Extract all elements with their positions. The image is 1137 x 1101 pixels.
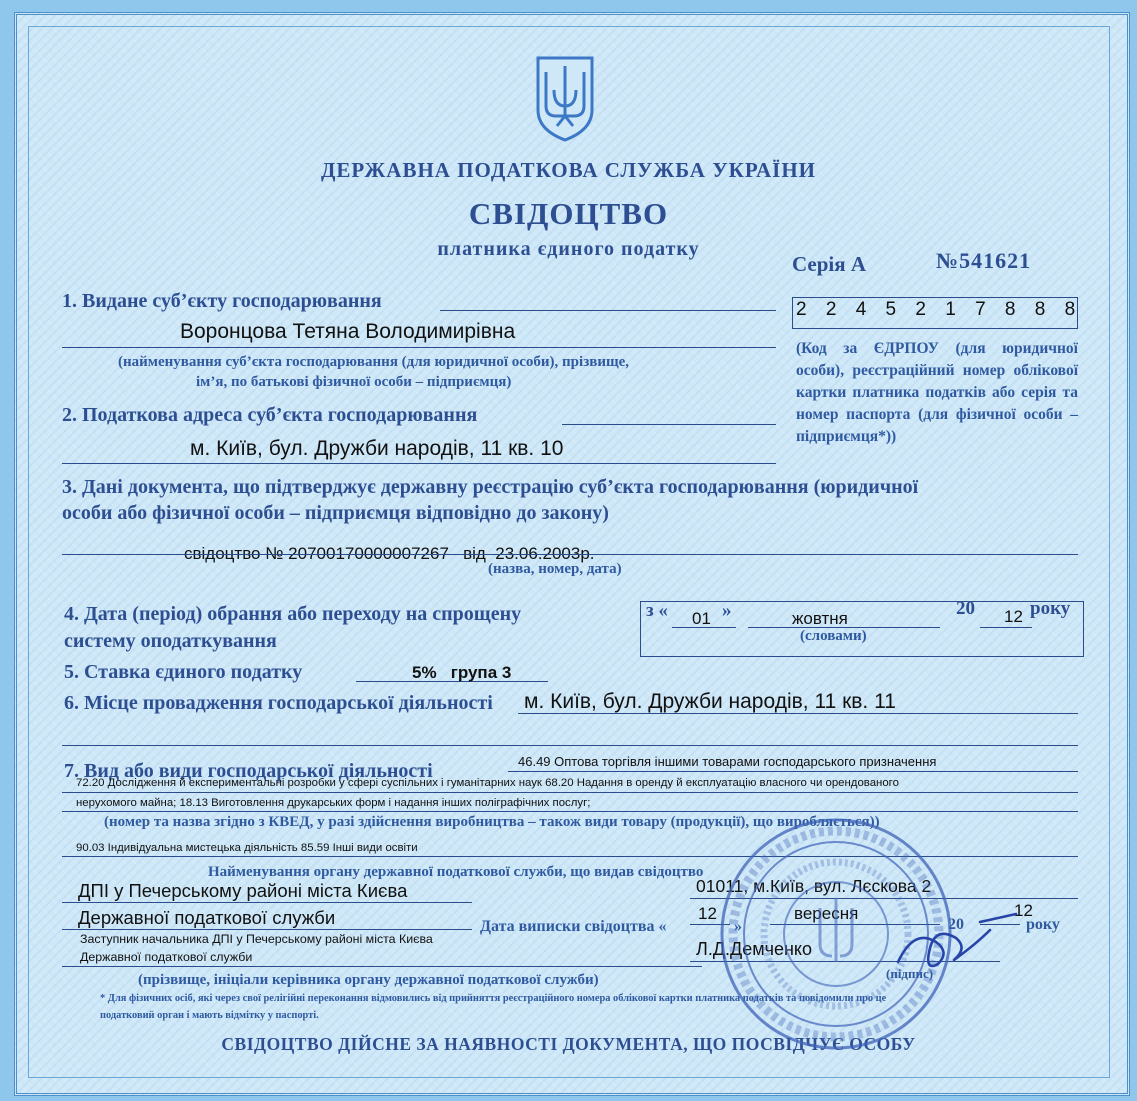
signer-name: Л.Д.Демченко <box>696 939 812 959</box>
period-year: 12 <box>1004 607 1023 626</box>
activity-line4: 90.03 Індивідуальна мистецька діяльність 85.59 Інші види освіти <box>76 842 418 854</box>
series-label: Серія А <box>792 252 867 276</box>
signature-hint: (підпис) <box>886 966 934 981</box>
authority-name-line2: Державної податкової служби <box>78 907 336 928</box>
field7-label: 7. Вид або види господарської діяльності <box>64 760 433 782</box>
footnote-line2: податковий орган і мають відмітку у паспорті. <box>100 1010 319 1021</box>
certificate-number: №541621 <box>936 248 1032 273</box>
field3-value: свідоцтво № 20700170000007267 від 23.06.2003р. <box>184 544 595 563</box>
signer-hint: (прізвище, ініціали керівника органу державної податкової служби) <box>138 972 599 988</box>
field5-label: 5. Ставка єдиного податку <box>64 661 303 683</box>
period-year-suffix: року <box>1030 598 1071 619</box>
validity-notice: СВІДОЦТВО ДІЙСНЕ ЗА НАЯВНОСТІ ДОКУМЕНТА, ЩО ПОСВІДЧУЄ ОСОБУ <box>221 1034 916 1054</box>
activity-line2: 72.20 Дослідження й експериментальні розробки у сфері суспільних і гуманітарних наук 68.20 Надання в оренду й експлуатацію власного чи орендованого <box>76 777 899 789</box>
issue-close-quote: » <box>734 918 742 935</box>
activity-line1: 46.49 Оптова торгівля іншими товарами господарського призначення <box>518 754 937 769</box>
field4-label-line1: 4. Дата (період) обрання або переходу на спрощену <box>64 603 522 625</box>
period-day: 01 <box>692 609 711 628</box>
signature-icon <box>884 908 1024 978</box>
issue-day: 12 <box>698 904 717 923</box>
field3-hint: (назва, номер, дата) <box>488 561 622 577</box>
field3-label-line2: особи або фізичної особи – підприємця відповідно до закону) <box>62 502 609 524</box>
field1-label: 1. Видане суб’єкту господарювання <box>62 290 382 312</box>
field1-hint-line1: (найменування суб’єкта господарювання (для юридичної особи), прізвище, <box>118 354 630 370</box>
issue-month: вересня <box>794 904 859 923</box>
field1-hint-line2: ім’я, по батькові фізичної особи – підприємця) <box>196 374 512 390</box>
field4-label-line2: систему оподаткування <box>64 630 277 652</box>
footnote-line1: * Для фізичних осіб, які через свої релігійні переконання відмовились від прийняття реєстраційного номера облікової картки платника податків та повідомили про це <box>100 993 887 1004</box>
issue-date-label: Дата виписки свідоцтва « <box>480 918 667 935</box>
edrpou-code: 2 2 4 5 2 1 7 8 8 8 <box>796 299 1083 320</box>
issue-year-prefix: 20 <box>948 916 964 933</box>
certificate-subtitle: платника єдиного податку <box>437 238 700 260</box>
activity-line3: нерухомого майна; 18.13 Виготовлення друкарських форм і надання інших поліграфічних послуг; <box>76 797 591 809</box>
signer-title-line2: Державної податкової служби <box>80 950 253 964</box>
issue-year: 12 <box>1014 901 1033 920</box>
field6-value: м. Київ, бул. Дружби народів, 11 кв. 11 <box>524 690 896 713</box>
field1-value: Воронцова Тетяна Володимирівна <box>180 320 516 343</box>
code-caption: (Код за ЄДРПОУ (для юридичної особи), реєстраційний номер облікової картки платника податків або серія та номер паспорта (для фізичної особи – підприємця*)) <box>796 340 1078 445</box>
trident-emblem-icon <box>534 54 596 142</box>
authority-name-line1: ДПІ у Печерському районі міста Києва <box>78 880 408 901</box>
certificate-title: СВІДОЦТВО <box>468 196 669 231</box>
signer-title-line1: Заступник начальника ДПІ у Печерському районі міста Києва <box>80 932 433 946</box>
tax-rate-value: 5% група 3 <box>412 663 512 682</box>
field6-label: 6. Місце провадження господарської діяльності <box>64 692 493 714</box>
period-close-quote: » <box>722 600 732 621</box>
period-year-prefix: 20 <box>956 598 975 619</box>
authority-address: 01011, м.Київ, вул. Лєскова 2 <box>696 876 932 896</box>
period-month: жовтня <box>792 609 848 628</box>
field3-label-line1: 3. Дані документа, що підтверджує державну реєстрацію суб’єкта господарювання (юридичної <box>62 476 919 498</box>
authority-label: Найменування органу державної податкової служби, що видав свідоцтво <box>208 864 704 880</box>
field2-value: м. Київ, бул. Дружби народів, 11 кв. 10 <box>190 437 564 460</box>
field2-label: 2. Податкова адреса суб’єкта господарювання <box>62 404 478 426</box>
agency-name: ДЕРЖАВНА ПОДАТКОВА СЛУЖБА УКРАЇНИ <box>320 158 817 182</box>
period-hint: (словами) <box>800 628 867 644</box>
activity-hint: (номер та назва згідно з КВЕД, у разі здійснення виробництва – також види товару (продукції), що виробляється)) <box>104 814 880 830</box>
period-prefix: з « <box>646 600 668 621</box>
issue-year-suffix: року <box>1026 916 1060 933</box>
